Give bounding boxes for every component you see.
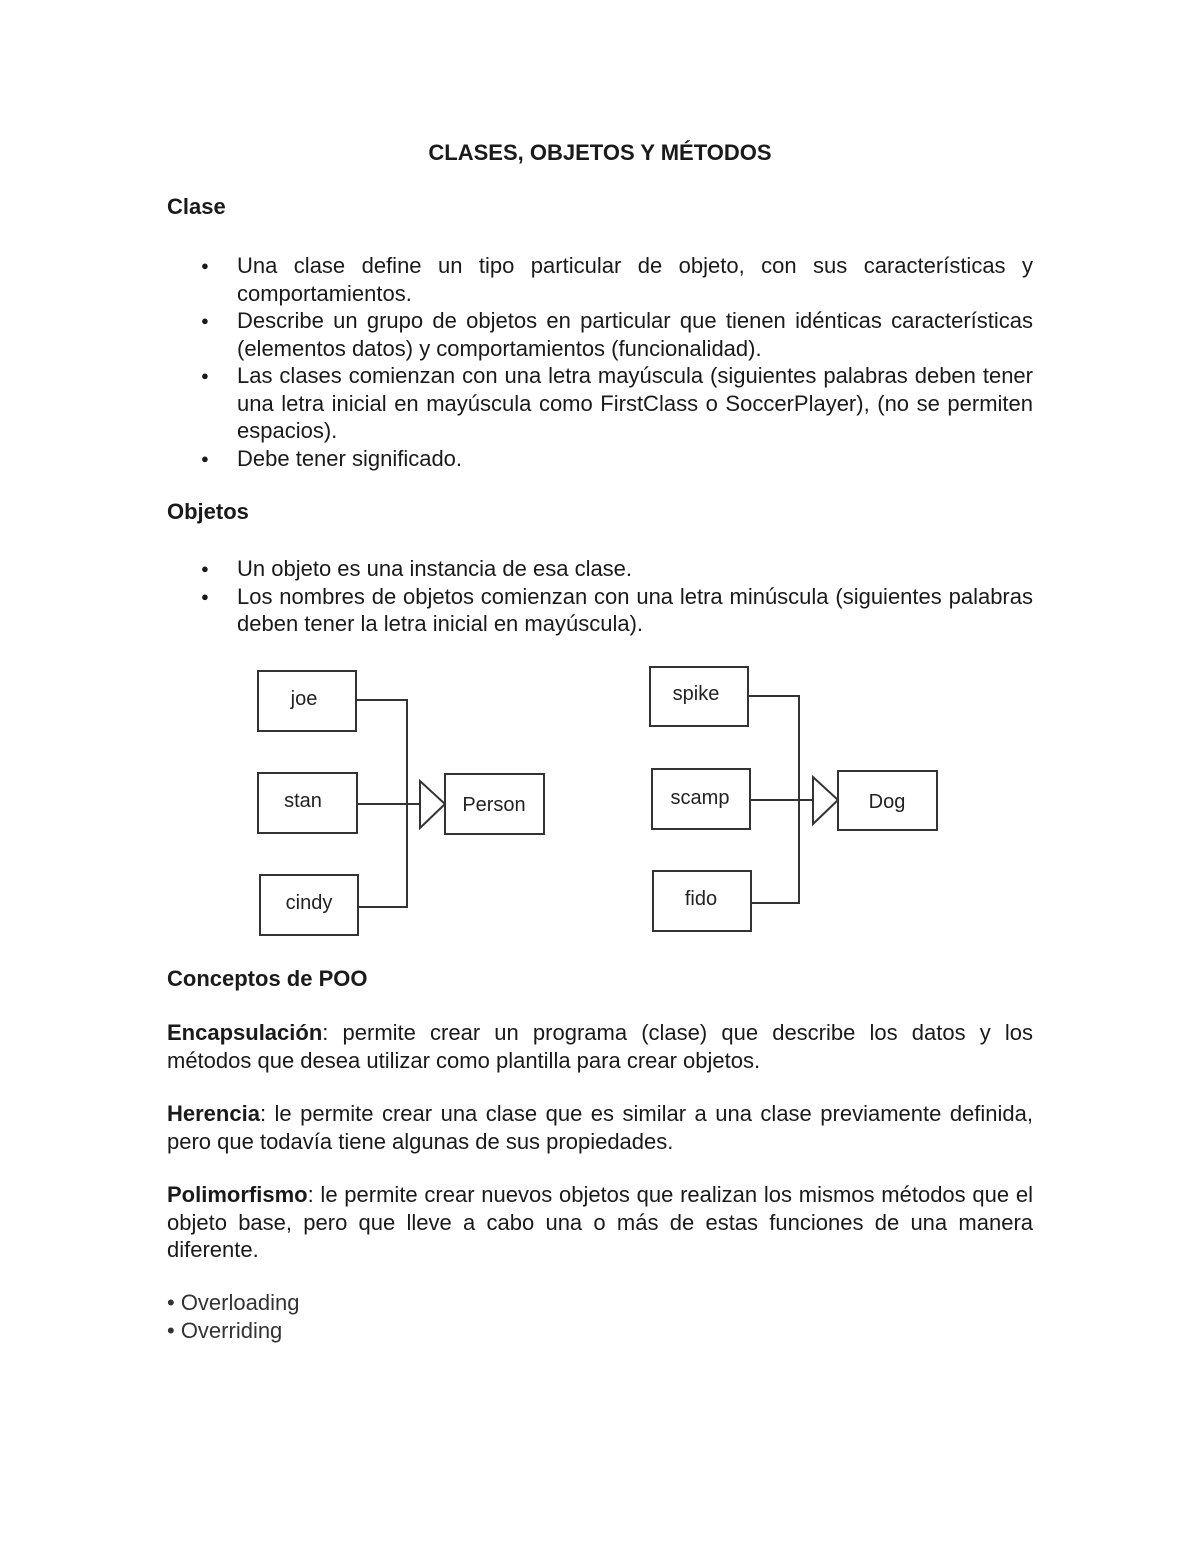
- definition-herencia: : le permite crear una clase que es similar a una clase previamente definida, pero que todavía tiene algunas de sus propiedades.: [167, 1101, 1033, 1154]
- term-encapsulacion: Encapsulación: [167, 1020, 323, 1045]
- list-item: ● Un objeto es una instancia de esa clase.: [167, 555, 1033, 583]
- list-item: ● Debe tener significado.: [167, 445, 1033, 473]
- list-item: • Overloading: [167, 1290, 300, 1315]
- inheritance-arrow-icon: [813, 777, 838, 824]
- object-label-stan: stan: [284, 790, 322, 812]
- list-item: ● Las clases comienzan con una letra mayúscula (siguientes palabras deben tener una letra inicial en mayúscula como FirstClass o SoccerPlayer), (no se permiten espacios).: [167, 362, 1033, 445]
- object-label-cindy: cindy: [285, 892, 333, 914]
- object-label-joe: joe: [290, 688, 318, 710]
- definition-encapsulacion: : permite crear un programa (clase) que describe los datos y los métodos que desea utilizar como plantilla para crear objetos.: [167, 1020, 1033, 1073]
- class-label-person: Person: [462, 794, 526, 816]
- heading-clase: Clase: [167, 194, 226, 219]
- page-title: CLASES, OBJETOS Y MÉTODOS: [428, 140, 772, 165]
- list-item: ● Una clase define un tipo particular de objeto, con sus características y comportamientos.: [167, 252, 1033, 307]
- object-label-scamp: scamp: [670, 787, 730, 809]
- list-item: • Overriding: [167, 1318, 283, 1343]
- list-item: ● Describe un grupo de objetos en particular que tienen idénticas características (elementos datos) y comportamientos (funcionalidad).: [167, 307, 1033, 362]
- list-item: ● Los nombres de objetos comienzan con una letra minúscula (siguientes palabras deben tener la letra inicial en mayúscula).: [167, 583, 1033, 638]
- object-label-fido: fido: [684, 888, 718, 910]
- inheritance-arrow-icon: [420, 781, 445, 828]
- term-herencia: Herencia: [167, 1101, 260, 1126]
- definition-polimorfismo: : le permite crear nuevos objetos que realizan los mismos métodos que el objeto base, pero que lleve a cabo una o más de estas funciones de una manera diferente.: [167, 1182, 1033, 1262]
- term-polimorfismo: Polimorfismo: [167, 1182, 308, 1207]
- object-label-spike: spike: [672, 683, 720, 705]
- heading-conceptos: Conceptos de POO: [167, 966, 368, 991]
- class-label-dog: Dog: [868, 791, 906, 813]
- heading-objetos: Objetos: [167, 499, 249, 524]
